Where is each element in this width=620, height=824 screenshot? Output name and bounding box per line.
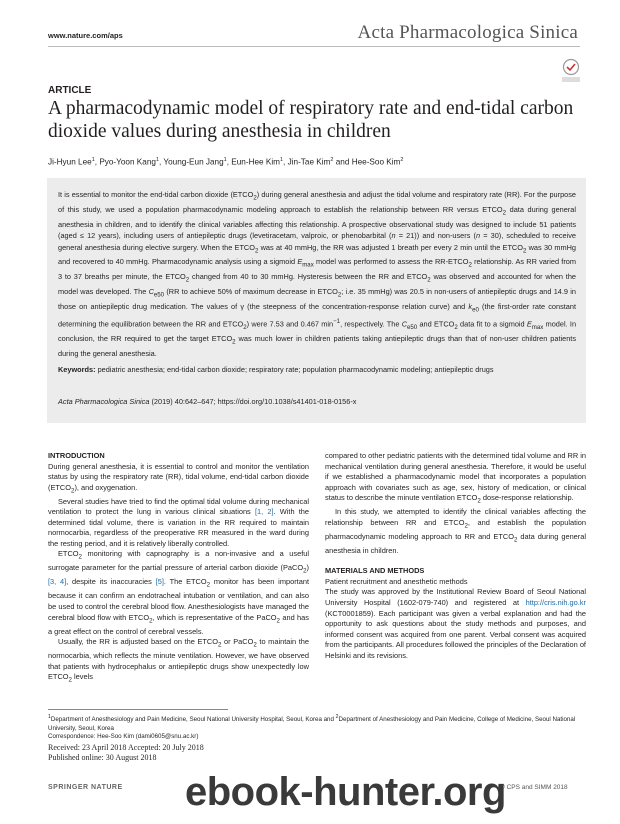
copyright: © CPS and SIMM 2018 bbox=[500, 784, 568, 791]
section-heading-introduction: INTRODUCTION bbox=[48, 451, 105, 460]
publisher-logo: SPRINGER NATURE bbox=[48, 784, 123, 791]
subsection-heading: Patient recruitment and anesthetic methods bbox=[325, 576, 468, 586]
watermark: ebook-hunter.org bbox=[185, 770, 506, 814]
author[interactable]: Pyo-Yoon Kang bbox=[99, 157, 156, 167]
citation: Acta Pharmacologica Sinica (2019) 40:642–647; https://doi.org/10.1038/s41401-018-0156-x bbox=[58, 397, 357, 406]
author[interactable]: Jin-Tae Kim bbox=[287, 157, 331, 167]
author[interactable]: Ji-Hyun Lee bbox=[48, 157, 92, 167]
paragraph: compared to other pediatric patients with the determined tidal volume and RR in mechanical ventilation during general anesthesia. Therefore, it would be useful if we established a pharmacodynamic model that incorporates a population approach with covariates such as age, sex, history of medication, or clinical status to describe the minute ventilation $ETCO_2$ dose-response relationship. bbox=[325, 451, 586, 505]
reference-link[interactable]: [3, 4] bbox=[48, 577, 67, 587]
footnote-divider bbox=[48, 709, 228, 710]
article-type: ARTICLE bbox=[48, 85, 92, 96]
paragraph: The study was approved by the Institutional Review Board of Seoul National University Hospital (1602-079-740) and registered at http://cris.nih.go.kr (KCT0001859). Each participant was given a verbal explanation and had the opportunity to ask questions about the study methods and purposes, and informed consent was acquired from one parent. Verbal consent was acquired from the participants. All procedures followed the principles of the Declaration of Helsinki and its revisions. bbox=[325, 587, 586, 660]
header-divider bbox=[48, 46, 580, 47]
body-column-left bbox=[48, 451, 309, 686]
paragraph: Several studies have tried to find the optimal tidal volume during mechanical ventilation to protect the lung in various clinical situations [1, 2]. With the determined tidal volume, there is variation in the RR required to maintain normocarbia, regardless of the preoperative RR measured in the ward during the resting period, and it is relatively liberally controlled. bbox=[48, 496, 310, 548]
author[interactable]: Eun-Hee Kim bbox=[231, 157, 280, 167]
paragraph: $ETCO_2$ monitoring with capnography is a non-invasive and a useful surrogate parameter for the partial pressure of arterial carbon dioxide (PaCO$_2$) [3, 4], despite its inaccuracies [5]. The $ETCO_2$ monitor has been important because it can confirm an endotracheal intubation or ventilation, and can also be used to control the cerebral blood flow. Anesthesiologists have managed the cerebral blood flow with $ETCO_2$, which is representative of the PaCO$_2$ and has a great effect on the control of cerebral vessels. bbox=[48, 549, 309, 636]
check-for-updates-icon bbox=[560, 58, 582, 84]
affiliations-footnote: $^1$Department of Anesthesiology and Pain Medicine, Seoul National University Hospital, Seoul, Korea and $^2$Department of Anesthesiology and Pain Medicine, College of Medicine, Seoul National University, Seoul, Korea Correspondence: Hee-Soo Kim (dami0605@snu.ac.kr) bbox=[48, 714, 576, 741]
journal-url[interactable]: www.nature.com/aps bbox=[48, 31, 123, 40]
correspondence: Correspondence: Hee-Soo Kim (dami0605@snu.ac.kr) bbox=[48, 733, 199, 741]
registry-link[interactable]: http://cris.nih.go.kr bbox=[525, 597, 586, 607]
paragraph: During general anesthesia, it is essential to control and monitor the ventilation status by using the respiratory rate (RR), tidal volume, end-tidal carbon dioxide $(ETCO_2)$, and oxygenation. bbox=[48, 461, 309, 495]
check-for-updates-badge[interactable] bbox=[560, 58, 582, 84]
body-column-right bbox=[325, 451, 586, 661]
journal-name: Acta Pharmacologica Sinica bbox=[357, 22, 578, 43]
article-dates: Received: 23 April 2018 Accepted: 20 July 2018 Published online: 30 August 2018 bbox=[48, 743, 204, 762]
author-list: Ji-Hyun Lee$^1$, Pyo-Yoon Kang$^1$, Young-Eun Jang$^1$, Eun-Hee Kim$^1$, Jin-Tae Kim$^2$ and Hee-Soo Kim$^2$ bbox=[48, 157, 404, 167]
author[interactable]: Hee-Soo Kim bbox=[351, 157, 401, 167]
abstract-text: It is essential to monitor the end-tidal carbon dioxide $(ETCO_2)$ during general anesthesia and adjust the tidal volume and respiratory rate (RR). For the purpose of this study, we used a population pharmacodynamic modeling approach to establish the relationship between RR versus $ETCO_2$ data during general anesthesia in children, and to identify the clinical variables affecting this relationship. A prospective observational study was designed to include 51 patients (aged ≤ 12 years), including users of antiepileptic drugs (levetiracetam, valproic, or phenobarbital (n = 21)) and non-users (n = 30), scheduled to receive general anesthesia during elective surgery. When the $ETCO_2$ was at 40 mmHg, the RR was adjusted 1 breath per every 2 min until the $ETCO_2$ was 30 mmHg and recovered to 40 mmHg. Pharmacodynamic analysis using a sigmoid $E_{max}$ model was performed to assess the $RR-ETCO_2$ relationship. As RR varied from 3 to 37 breaths per minute, the $ETCO_2$ changed from 40 to 30 mmHg. Hysteresis between the RR and $ETCO_2$ was observed and accounted for when the model was developed. The $C_{e50}$ (RR to achieve 50% of maximum decrease in $ETCO_2$; i.e. 35 mmHg) was 20.5 in non-users of antiepileptic drugs and 14.9 in those on antiepileptic drug medication. The values of γ (the steepness of the concentration-response relation curve) and $k_{e0}$ (the first-order rate constant determining the equilibration between the RR and $ETCO_2$) were 7.53 and 0.467 $\min^{-1}$, respectively. The $C_{e50}$ and $ETCO_2$ data fit to a sigmoid $E_{max}$ model. In conclusion, the RR required to get the target $ETCO_2$ was much lower in children patients taking antiepileptic drugs than that of non-user children patients during the general anesthesia. bbox=[58, 190, 577, 359]
reference-link[interactable]: [1, 2] bbox=[254, 507, 274, 517]
paragraph: In this study, we attempted to identify the clinical variables affecting the relationship between RR and $ETCO_2$, and establish the population pharmacodynamic modeling approach to RR and $ETCO_2$ data during general anesthesia in children. bbox=[325, 507, 586, 555]
section-heading-methods: MATERIALS AND METHODS bbox=[325, 566, 425, 576]
paragraph: Usually, the RR is adjusted based on the $ETCO_2$ or PaCO$_2$ to maintain the normocarbia, which reflects the minute ventilation. However, we have observed that patients with hydrocephalus or antiepileptic drugs show unexpectedly low $ETCO_2$ levels bbox=[48, 637, 309, 684]
keywords: Keywords: pediatric anesthesia; end-tidal carbon dioxide; respiratory rate; population pharmacodynamic modeling; antiepileptic drugs bbox=[58, 365, 494, 374]
author[interactable]: Young-Eun Jang bbox=[163, 157, 224, 167]
article-title: A pharmacodynamic model of respiratory rate and end-tidal carbon dioxide values during anesthesia in children bbox=[48, 98, 574, 142]
reference-link[interactable]: [5] bbox=[155, 577, 164, 587]
